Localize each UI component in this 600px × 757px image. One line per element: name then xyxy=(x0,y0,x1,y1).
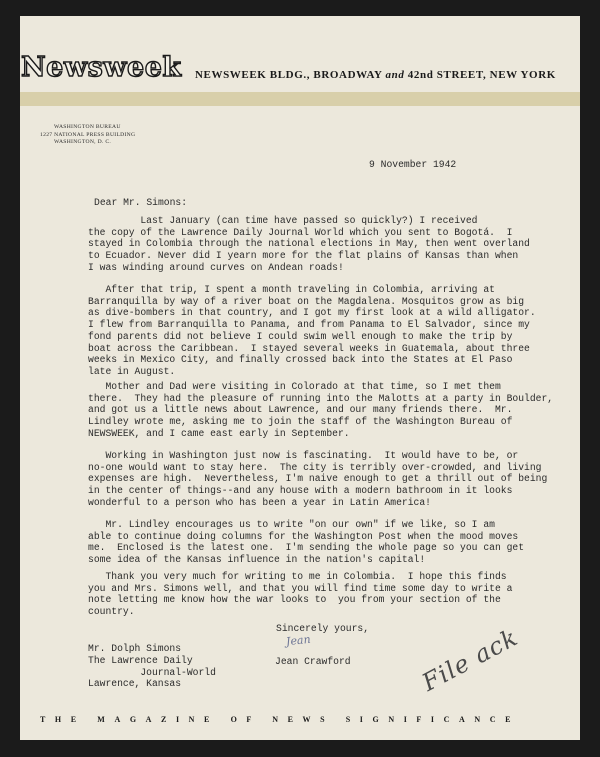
text-line: weeks in Mexico City, and finally crossed back into the States at El Paso xyxy=(88,354,513,366)
paragraph-2 xyxy=(88,284,536,378)
text-line: Barranquilla by way of a river boat on the Magdalena. Mosquitos grow as big xyxy=(88,295,525,307)
text-line: Last January (can time have passed so quickly?) I received xyxy=(88,215,478,226)
closing: Sincerely yours, xyxy=(276,623,370,634)
text-line: as dive-bombers in that country, and I got my first look at a wild alligator. xyxy=(88,307,536,319)
address-part-1: NEWSWEEK BLDG., BROADWAY xyxy=(195,69,386,81)
footer-tagline: THE MAGAZINE OF NEWS SIGNIFICANCE xyxy=(40,715,521,724)
text-line: there. They had the pleasure of running into the Malotts at a party in Boulder, xyxy=(88,392,554,404)
bureau-line: 1227 NATIONAL PRESS BUILDING xyxy=(40,131,136,138)
text-line: to Ecuador. Never did I yearn more for the flat plains of Kansas than when xyxy=(88,250,519,262)
text-line: in the center of things--and any house with a modern bathroom in it looks xyxy=(88,485,513,497)
text-line: late in August. xyxy=(88,365,176,377)
letterhead-address xyxy=(195,69,556,81)
letterhead-bar xyxy=(20,92,580,106)
paragraph-5 xyxy=(88,519,524,566)
recipient-line: The Lawrence Daily xyxy=(88,654,193,666)
paragraph-3 xyxy=(88,381,553,440)
text-line: no-one would want to stay here. The city is terribly over-crowded, and living xyxy=(88,461,542,473)
text-line: NEWSWEEK, and I came east early in September. xyxy=(88,427,350,439)
text-line: note letting me know how the war looks to you from your section of the xyxy=(88,594,501,606)
text-line: the copy of the Lawrence Daily Journal World which you sent to Bogotá. I xyxy=(88,226,513,238)
file-note-word: File xyxy=(417,648,476,697)
newsweek-logo: Newsweek xyxy=(21,52,182,83)
text-line: Working in Washington just now is fascinating. It would have to be, or xyxy=(88,450,519,461)
bureau-line: WASHINGTON, D. C. xyxy=(54,139,112,146)
text-line: After that trip, I spent a month traveling in Colombia, arriving at xyxy=(88,284,495,295)
paragraph-1 xyxy=(88,215,530,274)
text-line: I flew from Barranquilla to Panama, and from Panama to El Salvador, since my xyxy=(88,319,530,331)
text-line: Mother and Dad were visiting in Colorado at that time, so I met them xyxy=(88,381,501,392)
text-line: and got us a little news about Lawrence, and our many friends there. Mr. xyxy=(88,404,513,416)
handwritten-signature: Jean xyxy=(285,632,312,649)
paragraph-4 xyxy=(88,450,547,509)
bureau-address xyxy=(40,124,135,147)
paragraph-6 xyxy=(88,571,512,618)
text-line: you and Mrs. Simons well, and that you will find time some day to write a xyxy=(88,582,513,594)
file-note-word-2: ack xyxy=(469,623,523,670)
text-line: expenses are high. Nevertheless, I'm naive enough to get a thrill out of being xyxy=(88,473,548,485)
address-part-2: 42nd STREET, NEW YORK xyxy=(404,69,556,81)
text-line: wonderful to a person who has been a year in Latin America! xyxy=(88,496,431,508)
text-line: Lindley wrote me, asking me to join the staff of the Washington Bureau of xyxy=(88,416,513,428)
typed-name: Jean Crawford xyxy=(275,656,351,667)
text-line: some idea of the Kansas influence in the nation's capital! xyxy=(88,554,426,566)
text-line: boat across the Caribbean. I stayed several weeks in Guatemala, about three xyxy=(88,342,530,354)
text-line: Mr. Lindley encourages us to write "on our own" if we like, so I am xyxy=(88,519,495,530)
recipient-line: Lawrence, Kansas xyxy=(88,678,182,690)
recipient-line: Mr. Dolph Simons xyxy=(88,643,182,654)
text-line: fond parents did not believe I could swim well enough to make the trip by xyxy=(88,330,513,342)
address-and: and xyxy=(385,69,405,81)
text-line: Thank you very much for writing to me in Colombia. I hope this finds xyxy=(88,571,507,582)
text-line: stayed in Colombia through the national elections in May, then went overland xyxy=(88,238,530,250)
recipient-line: Journal-World xyxy=(88,666,216,678)
text-line: me. Enclosed is the latest one. I'm sending the whole page so you can get xyxy=(88,542,525,554)
text-line: country. xyxy=(88,606,135,618)
text-line: able to continue doing columns for the Washington Post when the mood moves xyxy=(88,530,519,542)
text-line: I was winding around curves on Andean roads! xyxy=(88,261,344,273)
bureau-line: WASHINGTON BUREAU xyxy=(54,124,121,130)
letter-date: 9 November 1942 xyxy=(369,159,457,170)
salutation: Dear Mr. Simons: xyxy=(94,197,188,208)
recipient-address xyxy=(88,643,216,690)
